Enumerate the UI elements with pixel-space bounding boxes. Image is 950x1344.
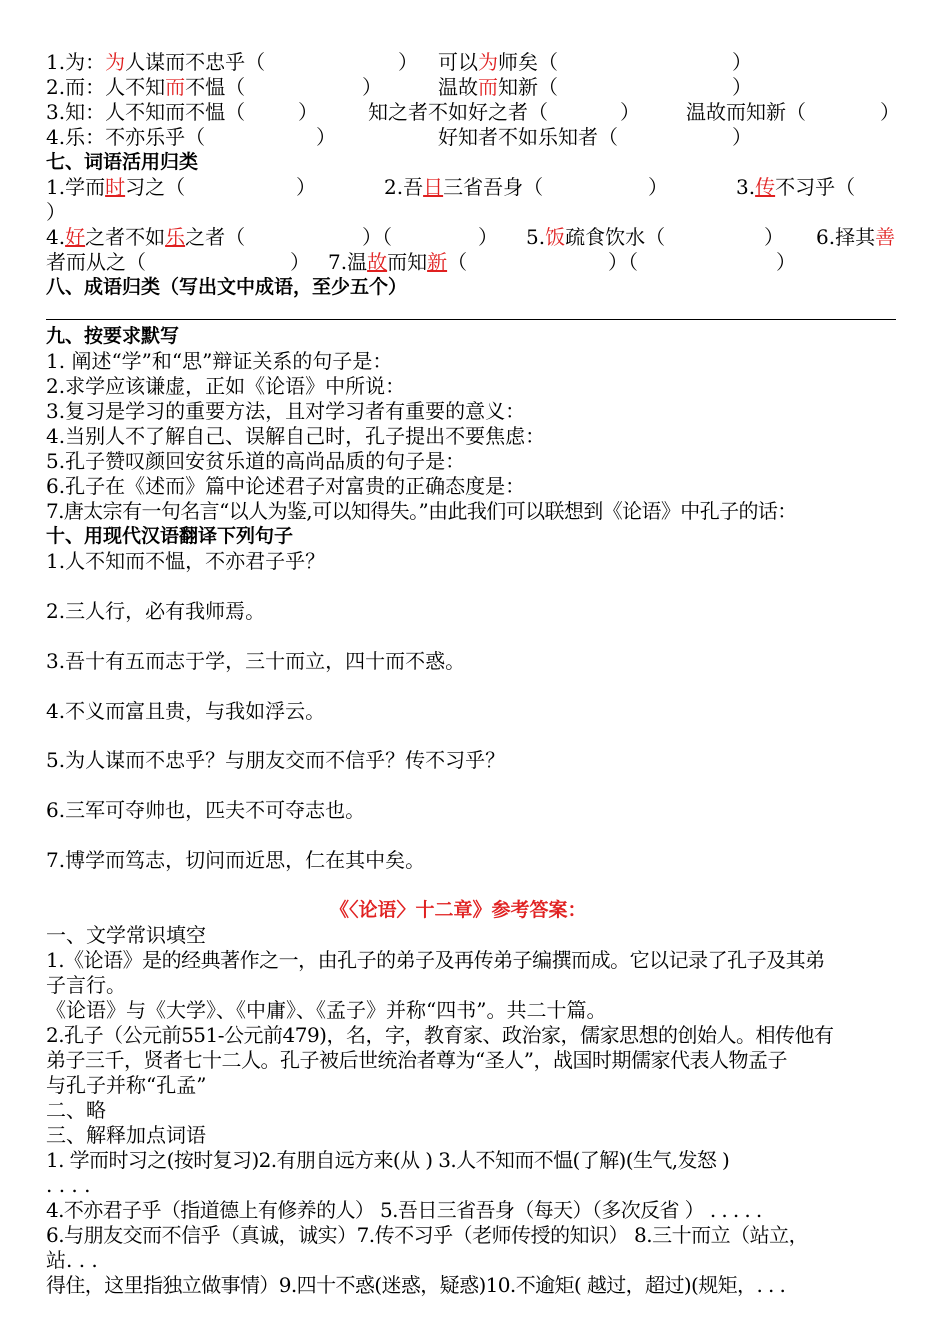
sec7-line-1: 1.学而时习之（ bbox=[46, 175, 186, 199]
blank-close: ） bbox=[362, 75, 382, 99]
q6-row-3b: 知之者不如好之者（ bbox=[368, 100, 548, 124]
section-7-title: 七、词语活用归类 bbox=[46, 151, 199, 173]
q6-row-2: 2.而：人不知而不愠（ bbox=[46, 75, 246, 99]
list-item: 6.三军可夺帅也，匹夫不可夺志也。 bbox=[46, 798, 366, 822]
list-item: 1. 阐述“学”和“思”辩证关系的句子是： bbox=[46, 349, 393, 373]
answer-line: 2.孔子（公元前551-公元前479)，名，字，教育家、政治家，儒家思想的创始人。相传他有 bbox=[46, 1023, 834, 1047]
blank-close: ） bbox=[732, 125, 752, 149]
list-item: 6.孔子在《述而》篇中论述君子对富贵的正确态度是： bbox=[46, 474, 526, 498]
list-item: 1.人不知而不愠，不亦君子乎？ bbox=[46, 549, 326, 573]
blank-close: ） bbox=[296, 175, 316, 199]
list-item: 7.博学而笃志，切问而近思，仁在其中矣。 bbox=[46, 848, 426, 872]
blank-close: ） bbox=[764, 225, 784, 249]
q6-row-3c: 温故而知新（ bbox=[686, 100, 806, 124]
answer-line: . . . . bbox=[46, 1173, 91, 1197]
blank-close: ） bbox=[880, 100, 900, 124]
blank-close: ） bbox=[620, 100, 640, 124]
highlight-word: 善 bbox=[875, 225, 896, 249]
blank-close: ） bbox=[290, 250, 310, 274]
highlight-word: 好 bbox=[65, 225, 86, 249]
list-item: 3.复习是学习的重要方法，且对学习者有重要的意义： bbox=[46, 399, 526, 423]
section-10-title: 十、用现代汉语翻译下列句子 bbox=[46, 525, 294, 547]
sec7-line-1b: 2.吾日三省吾身（ bbox=[384, 175, 544, 199]
answer-line: 子言行。 bbox=[46, 973, 126, 997]
blank-close: ） bbox=[776, 250, 796, 274]
answer-line: 一、文学常识填空 bbox=[46, 923, 206, 947]
answer-line: 4.不亦君子乎（指道德上有修养的人） 5.吾日三省吾身（每天）（多次反省 ） . . . . . bbox=[46, 1198, 762, 1222]
section-9-title: 九、按要求默写 bbox=[46, 325, 180, 347]
blank-close: ）（ bbox=[608, 250, 638, 274]
sec7-line-4: 者而从之（ bbox=[46, 250, 146, 274]
q6-row-4: 4.乐：不亦乐乎（ bbox=[46, 125, 206, 149]
blank-close: ） bbox=[732, 50, 752, 74]
list-item: 7.唐太宗有一句名言“以人为鉴,可以知得失。”由此我们可以联想到《论语》中孔子的话： bbox=[46, 499, 797, 523]
blank-close: ） bbox=[732, 75, 752, 99]
highlight-word: 而 bbox=[478, 75, 498, 99]
blank-close: ） bbox=[478, 225, 498, 249]
answer-line: 三、解释加点词语 bbox=[46, 1123, 206, 1147]
q6-row-2b: 温故而知新（ bbox=[438, 75, 558, 99]
answer-line: 1.《论语》是的经典著作之一，由孔子的弟子及再传弟子编撰而成。它以记录了孔子及其弟 bbox=[46, 948, 825, 972]
highlight-word: 故 bbox=[367, 250, 388, 274]
blank-close: ） bbox=[648, 175, 668, 199]
highlight-word: 为 bbox=[105, 50, 126, 74]
list-item: 2.求学应该谦虚，正如《论语》中所说： bbox=[46, 374, 406, 398]
q6-row-4b: 好知者不如乐知者（ bbox=[438, 125, 618, 149]
answer-line: 《论语》与《大学》、《中庸》、《孟子》并称“四书”。共二十篇。 bbox=[46, 998, 607, 1022]
highlight-word: 传 bbox=[755, 175, 776, 199]
answer-line: 6.与朋友交而不信乎（真诚，诚实）7.传不习乎（老师传授的知识） 8.三十而立（站立， bbox=[46, 1223, 809, 1247]
blank-close: ） bbox=[298, 100, 318, 124]
list-item: 5.为人谋而不忠乎？与朋友交而不信乎？传不习乎？ bbox=[46, 748, 506, 772]
answers-title: 《〈论语〉十二章》参考答案： bbox=[330, 899, 587, 921]
list-item: 2.三人行，必有我师焉。 bbox=[46, 599, 266, 623]
list-item: 3.吾十有五而志于学，三十而立，四十而不惑。 bbox=[46, 649, 466, 673]
sec7-line-3c: 6.择其善 bbox=[816, 225, 896, 249]
highlight-word: 而 bbox=[165, 75, 186, 99]
list-item: 4.当别人不了解自己、误解自己时，孔子提出不要焦虑： bbox=[46, 424, 546, 448]
answer-line: 1. 学而时习之(按时复习)2.有朋自远方来(从 ) 3.人不知而不愠(了解)(生气,发怒 ) bbox=[46, 1148, 730, 1172]
blank-close: ） bbox=[398, 50, 418, 74]
sec7-line-2: ） bbox=[46, 200, 66, 224]
list-item: 5.孔子赞叹颜回安贫乐道的高尚品质的句子是： bbox=[46, 449, 466, 473]
q6-row-1b: 可以为师矣（ bbox=[438, 50, 558, 74]
answer-line: 二、略 bbox=[46, 1098, 106, 1122]
answer-line: 弟子三千，贤者七十二人。孔子被后世统治者尊为“圣人”，战国时期儒家代表人物孟子 bbox=[46, 1048, 787, 1072]
blank-close: ） bbox=[316, 125, 336, 149]
answer-line bbox=[46, 319, 896, 320]
highlight-word: 日 bbox=[423, 175, 444, 199]
q6-row-1: 1.为：为人谋而不忠乎（ bbox=[46, 50, 266, 74]
blank-close: ）（ bbox=[362, 225, 392, 249]
answer-line: 站. . . bbox=[46, 1248, 98, 1272]
answer-line: 与孔子并称“孔孟” bbox=[46, 1073, 207, 1097]
highlight-word: 新 bbox=[427, 250, 448, 274]
sec7-line-4b: 7.温故而知新（ bbox=[328, 250, 468, 274]
sec7-line-1c: 3.传不习乎（ bbox=[736, 175, 856, 199]
section-8-title: 八、成语归类（写出文中成语，至少五个） bbox=[46, 276, 408, 298]
highlight-word: 为 bbox=[478, 50, 498, 74]
sec7-line-3: 4.好之者不如乐之者（ bbox=[46, 225, 246, 249]
list-item: 4.不义而富且贵，与我如浮云。 bbox=[46, 699, 326, 723]
highlight-word: 时 bbox=[105, 175, 126, 199]
q6-row-3: 3.知：人不知而不愠（ bbox=[46, 100, 246, 124]
answer-line: 得住，这里指独立做事情）9.四十不惑(迷惑，疑惑)10.不逾矩( 越过，超过)(规矩，. . . bbox=[46, 1273, 786, 1297]
highlight-word: 饭 bbox=[545, 225, 566, 249]
highlight-word: 乐 bbox=[165, 225, 186, 249]
sec7-line-3b: 5.饭疏食饮水（ bbox=[526, 225, 666, 249]
